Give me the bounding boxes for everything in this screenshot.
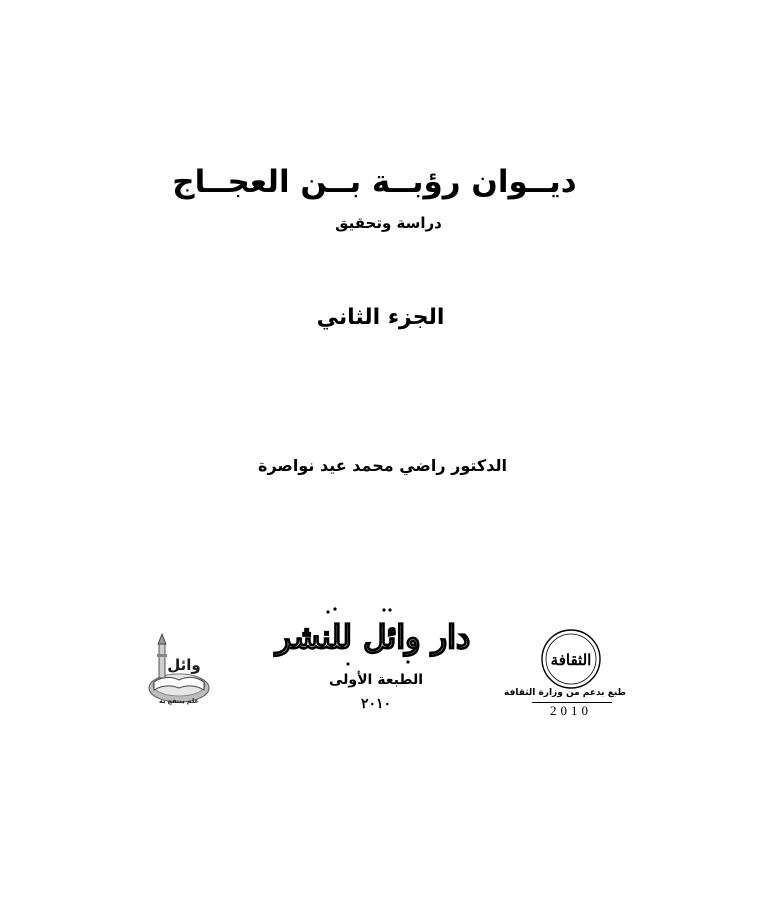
- volume-label: الجزء الثاني: [316, 305, 445, 330]
- emblem-tagline: علم ينتفع به: [159, 697, 199, 705]
- publisher-logo-text: دار وائل للنشر: [275, 618, 471, 656]
- author-name: الدكتور راضي محمد عيد نواصرة: [258, 456, 507, 475]
- book-title: ديــوان رؤبــة بــن العجــاج: [172, 164, 577, 200]
- ministry-culture-emblem: [540, 628, 602, 690]
- ministry-emblem-word: الثقافة: [550, 651, 592, 669]
- emblem-word: وائل: [167, 656, 201, 674]
- publisher-calligraphy-logo: [275, 598, 471, 670]
- ministry-year: 2010: [550, 703, 592, 718]
- book-subtitle: دراسة وتحقيق: [335, 214, 442, 232]
- ministry-support-note: طبع بدعم من وزارة الثقافة: [504, 688, 626, 698]
- wael-publisher-emblem: [146, 630, 212, 710]
- edition-label: الطبعة الأولى: [328, 672, 424, 688]
- publication-year: ٢٠١٠: [360, 696, 392, 712]
